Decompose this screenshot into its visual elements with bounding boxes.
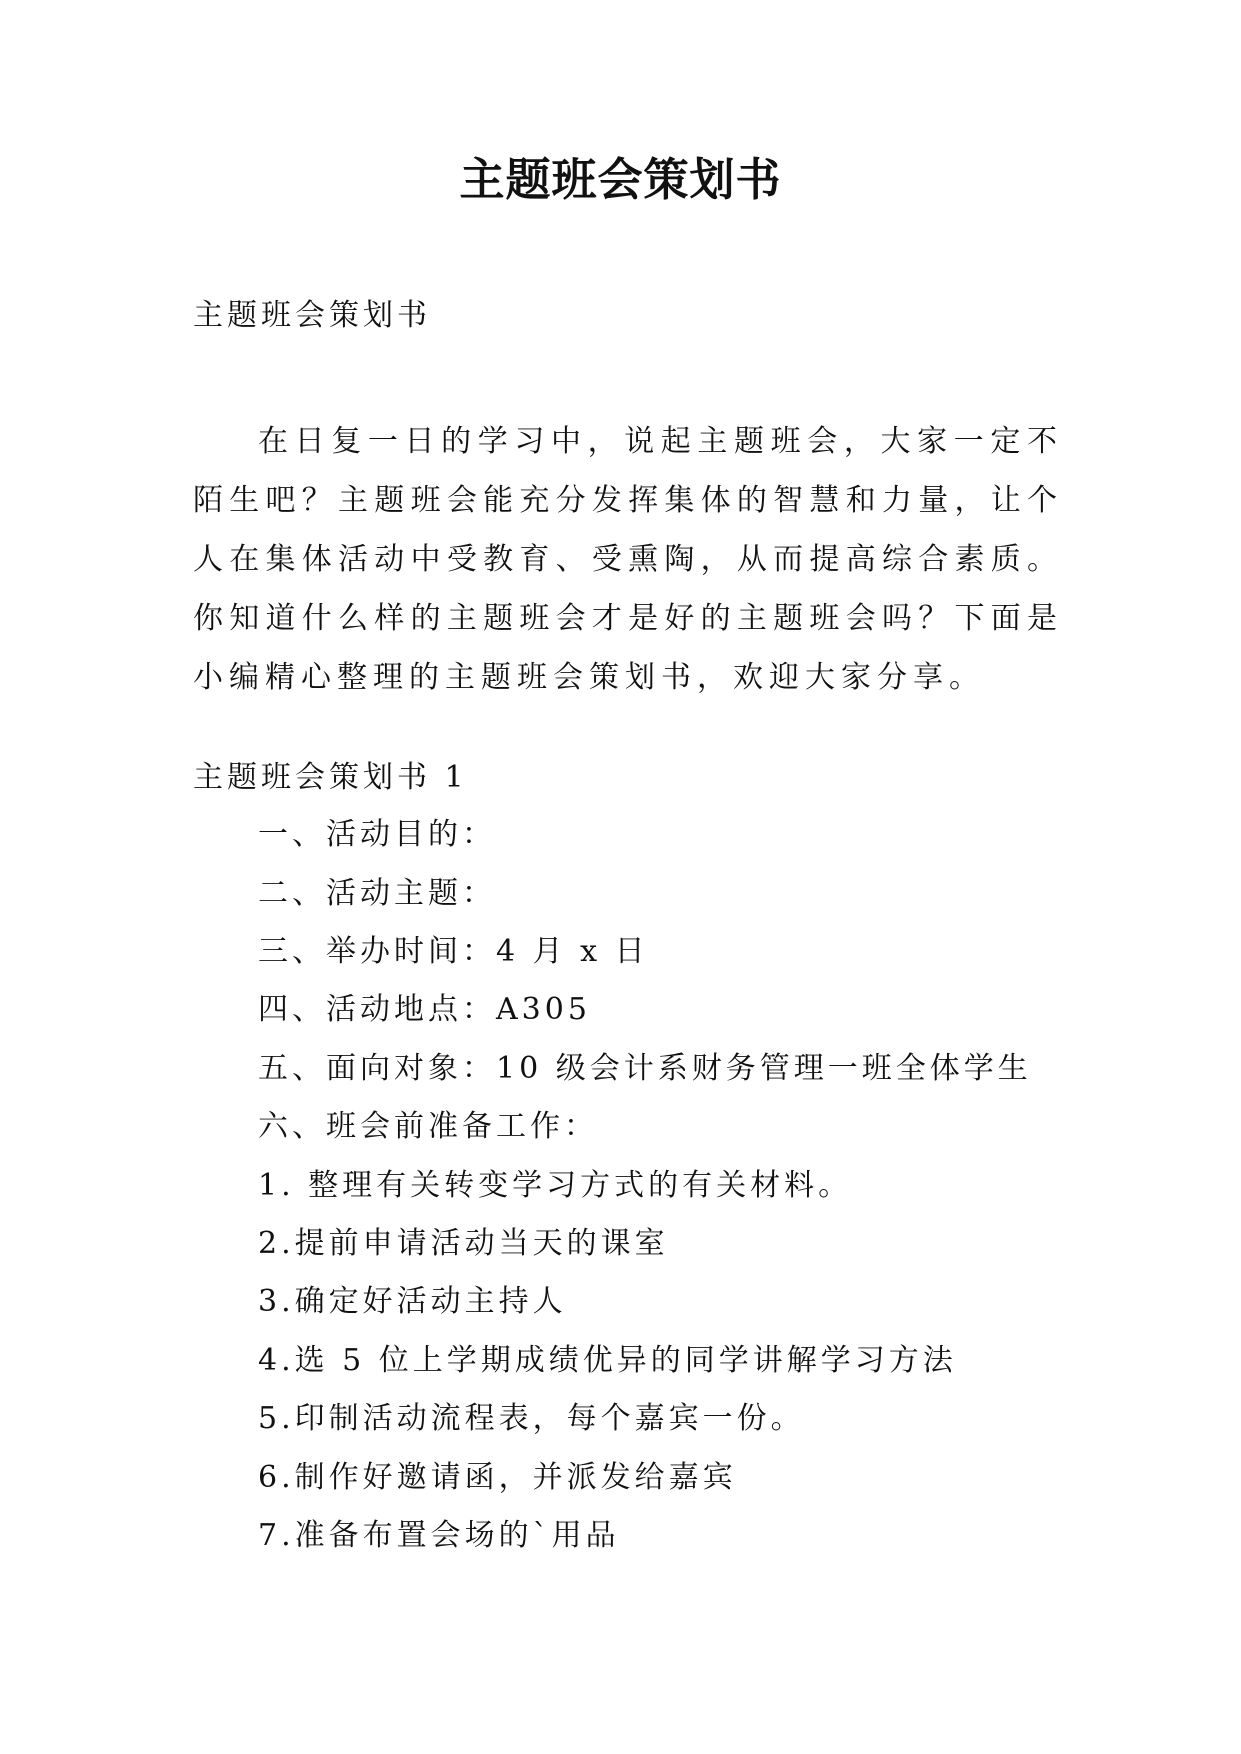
list-item: 四、活动地点：A305 — [258, 992, 591, 1027]
list-item: 2.提前申请活动当天的课室 — [258, 1226, 669, 1261]
list-item: 二、活动主题： — [258, 876, 496, 911]
list-item: 三、举办时间：4 月 x 日 — [258, 934, 649, 969]
document-subtitle: 主题班会策划书 — [193, 298, 431, 333]
list-item: 五、面向对象：10 级会计系财务管理一班全体学生 — [258, 1051, 1032, 1086]
list-item: 5.印制活动流程表，每个嘉宾一份。 — [258, 1401, 805, 1436]
list-item: 6.制作好邀请函，并派发给嘉宾 — [258, 1460, 737, 1495]
list-item: 7.准备布置会场的`用品 — [258, 1518, 620, 1553]
section-heading: 主题班会策划书 1 — [193, 760, 468, 795]
list-item: 3.确定好活动主持人 — [258, 1284, 567, 1319]
list-item: 六、班会前准备工作： — [258, 1109, 598, 1144]
list-item: 一、活动目的： — [258, 817, 496, 852]
document-title: 主题班会策划书 — [459, 153, 782, 206]
list-item: 1. 整理有关转变学习方式的有关材料。 — [258, 1168, 853, 1203]
intro-paragraph: 在日复一日的学习中，说起主题班会，大家一定不陌生吧？主题班会能充分发挥集体的智慧和力量，让个人在集体活动中受教育、受熏陶，从而提高综合素质。你知道什么样的主题班会才是好的主题班会吗？下面是小编精心整理的主题班会策划书，欢迎大家分享。 — [193, 424, 1063, 695]
list-item: 4.选 5 位上学期成绩优异的同学讲解学习方法 — [258, 1343, 957, 1378]
